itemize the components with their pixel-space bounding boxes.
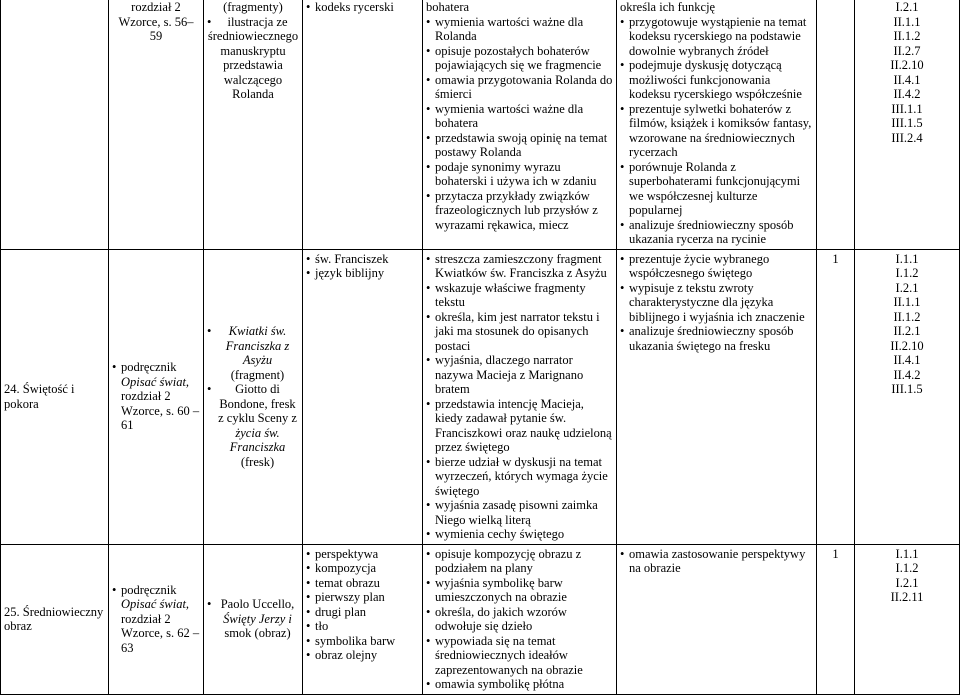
code: II.2.1 <box>893 324 921 338</box>
list-item: • omawia przygotowania Rolanda do śmierci <box>426 73 613 102</box>
table-row <box>1 544 960 694</box>
list-item: • podejmuje dyskusję dotyczącą możliwości funkcjonowania kodeksu rycerskiego współcześnie <box>620 58 813 102</box>
source-cell <box>109 0 204 249</box>
list-item: • określa, kim jest narrator tekstu i jaki ma stosunek do opisanych postaci <box>426 310 613 354</box>
hours-cell: 1 <box>817 249 855 544</box>
context-cell <box>204 249 303 544</box>
list-item: • przedstawia intencję Macieja, kiedy zadawał pytanie św. Franciszkowi oraz naukę udzieloną przez świętego <box>426 397 613 455</box>
source-line: Wzorce, s. 56– <box>118 14 194 29</box>
list-item: • kodeks rycerski <box>306 0 419 15</box>
list-item: • opisuje pozostałych bohaterów pojawiających się we fragmencie <box>426 44 613 73</box>
list-item: • wskazuje właściwe fragmenty tekstu <box>426 281 613 310</box>
list-item: • podręcznik Opisać świat, rozdział 2 Wzorce, s. 60 – 61 <box>112 360 200 433</box>
extras-cell <box>617 249 817 544</box>
lesson-cell <box>1 0 109 249</box>
extras-cell <box>617 0 817 249</box>
list-item: • omawia zastosowanie perspektywy na obrazie <box>620 547 813 576</box>
list-item: • bierze udział w dyskusji na temat wyrzeczeń, których wymaga życie świętego <box>426 455 613 499</box>
extra-line: określa ich funkcję <box>620 0 716 14</box>
context-line: średniowiecznego <box>207 29 299 43</box>
list-item: • określa, do jakich wzorów odwołuje się dzieło <box>426 605 613 634</box>
list-item: • podaje synonimy wyrazu bohaterski i używa ich w zdaniu <box>426 160 613 189</box>
list-item: • wypisuje z tekstu zwroty charakterystyczne dla języka biblijnego i wyjaśnia ich znaczenie <box>620 281 813 325</box>
list-item: • wymienia cechy świętego <box>426 527 613 542</box>
list-item: • pierwszy plan <box>306 590 419 605</box>
context-cell <box>204 0 303 249</box>
list-item: • ilustracja ze <box>207 15 299 30</box>
context-line: przedstawia <box>223 58 283 72</box>
list-item: • prezentuje sylwetki bohaterów z filmów, książek i komiksów fantasy, wzorowane na średniowiecznych rycerzach <box>620 102 813 160</box>
hours-cell: 1 <box>817 544 855 694</box>
list-item: • przytacza przykłady związków frazeologicznych lub przysłów z wyrazami rękawica, miecz <box>426 189 613 233</box>
lesson-cell: 24. Świętość i pokora <box>1 249 109 544</box>
code: II.2.11 <box>890 590 924 604</box>
code: II.2.7 <box>893 43 921 58</box>
code: I.2.1 <box>895 280 919 295</box>
code: II.1.2 <box>893 309 921 324</box>
list-item: • wyjaśnia, dlaczego narrator nazywa Macieja z Marignano bratem <box>426 353 613 397</box>
terms-cell <box>303 544 423 694</box>
list-item: • Kwiatki św. Franciszka z Asyżu (fragment) <box>207 324 299 382</box>
code: II.1.2 <box>893 29 921 43</box>
list-item: • prezentuje życie wybranego współczesnego świętego <box>620 252 813 281</box>
list-item: • opisuje kompozycję obrazu z podziałem na plany <box>426 547 613 576</box>
context-line: (fragmenty) <box>223 0 283 14</box>
code: I.1.1 <box>895 251 919 266</box>
code: I.2.1 <box>895 0 919 14</box>
list-item: • wymienia wartości ważne dla Rolanda <box>426 15 613 44</box>
context-cell <box>204 544 303 694</box>
code: II.2.10 <box>890 338 924 353</box>
list-item: • język biblijny <box>306 266 419 281</box>
list-item: • porównuje Rolanda z superbohaterami funkcjonującymi we współczesnej kulturze popularnej <box>620 160 813 218</box>
code: III.1.1 <box>891 101 923 116</box>
code: II.1.1 <box>893 295 921 309</box>
code: I.1.1 <box>895 546 919 561</box>
list-item: • streszcza zamieszczony fragment Kwiatków św. Franciszka z Asyżu <box>426 252 613 281</box>
code: II.4.2 <box>893 367 921 382</box>
code: I.1.2 <box>895 561 919 575</box>
source-line: 59 <box>149 29 163 43</box>
context-line: walczącego <box>223 72 283 87</box>
list-item: • omawia symbolikę płótna <box>426 677 613 692</box>
lesson-cell: 25. Średniowieczny obraz <box>1 544 109 694</box>
list-item: • przedstawia swoją opinię na temat postawy Rolanda <box>426 131 613 160</box>
list-item: • analizuje średniowieczny sposób ukazania świętego na fresku <box>620 324 813 353</box>
list-item: • Paolo Uccello, Święty Jerzy i smok (obraz) <box>207 597 299 641</box>
code: I.2.1 <box>895 575 919 590</box>
list-item: • wyjaśnia zasadę pisowni zaimka Niego wielką literą <box>426 498 613 527</box>
list-item: • analizuje średniowieczny sposób ukazania rycerza na rycinie <box>620 218 813 247</box>
codes-cell <box>855 0 960 249</box>
code: III.1.5 <box>891 382 923 396</box>
list-item: • temat obrazu <box>306 576 419 591</box>
codes-cell <box>855 249 960 544</box>
list-item: • perspektywa <box>306 547 419 562</box>
task-line: bohatera <box>426 0 470 14</box>
list-item: • św. Franciszek <box>306 252 419 267</box>
tasks-cell <box>423 249 617 544</box>
codes-cell <box>855 544 960 694</box>
list-item: • Giotto di Bondone, fresk z cyklu Sceny z życia św. Franciszka (fresk) <box>207 382 299 469</box>
source-cell <box>109 544 204 694</box>
list-item: • podręcznik Opisać świat, rozdział 2 Wzorce, s. 62 – 63 <box>112 583 200 656</box>
tasks-cell <box>423 0 617 249</box>
terms-cell <box>303 249 423 544</box>
code: III.2.4 <box>891 130 923 145</box>
list-item: • przygotowuje wystąpienie na temat kodeksu rycerskiego na podstawie dowolnie wybranych źródeł <box>620 15 813 59</box>
code: II.4.2 <box>893 87 921 101</box>
tasks-cell <box>423 544 617 694</box>
code: II.2.10 <box>890 58 924 72</box>
list-item: • kompozycja <box>306 561 419 576</box>
code: III.1.5 <box>891 116 923 130</box>
extras-cell <box>617 544 817 694</box>
source-line: rozdział 2 <box>131 0 181 14</box>
code: II.1.1 <box>893 14 921 29</box>
context-line: manuskryptu <box>220 43 286 58</box>
terms-cell <box>303 0 423 249</box>
list-item: • obraz olejny <box>306 648 419 663</box>
source-cell <box>109 249 204 544</box>
context-line: Rolanda <box>232 87 274 101</box>
hours-cell <box>817 0 855 249</box>
list-item: • symbolika barw <box>306 634 419 649</box>
table-row <box>1 0 960 249</box>
list-item: • tło <box>306 619 419 634</box>
list-item: • wymienia wartości ważne dla bohatera <box>426 102 613 131</box>
list-item: • wyjaśnia symbolikę barw umieszczonych na obrazie <box>426 576 613 605</box>
list-item: • wypowiada się na temat średniowiecznych ideałów zaprezentowanych na obrazie <box>426 634 613 678</box>
code: II.4.1 <box>893 353 921 367</box>
code: II.4.1 <box>893 72 921 87</box>
list-item: • drugi plan <box>306 605 419 620</box>
table-row <box>1 249 960 544</box>
code: I.1.2 <box>895 266 919 280</box>
